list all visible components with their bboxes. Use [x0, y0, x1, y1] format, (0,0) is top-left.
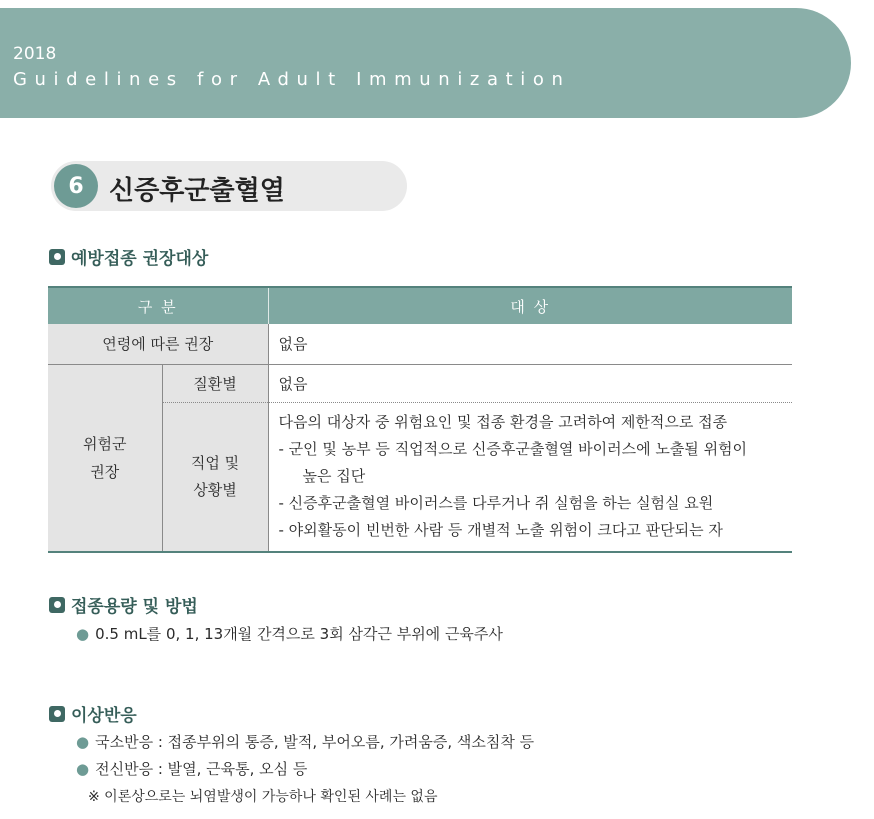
- section-title-text: 신증후군출혈열: [109, 176, 285, 206]
- risk-group-label-line2: 권장: [90, 462, 120, 481]
- dosage-heading-text: 접종용량 및 방법: [71, 597, 198, 617]
- job-detail-line: - 신증후군출혈열 바이러스를 다루거나 쥐 실험을 하는 실험실 요원: [278, 494, 714, 513]
- job-detail-line: 다음의 대상자 중 위험요인 및 접종 환경을 고려하여 제한적으로 접종: [278, 413, 728, 432]
- col-header-target: 대 상: [268, 287, 792, 324]
- job-label-line1: 직업 및: [190, 453, 240, 472]
- adverse-item-text: 전신반응 : 발열, 근육통, 오심 등: [95, 760, 308, 778]
- risk-group-label-line1: 위험군: [83, 434, 127, 453]
- table-row: [48, 364, 792, 402]
- adverse-item-text: 국소반응 : 접종부위의 통증, 발적, 부어오름, 가려움증, 색소침착 등: [95, 733, 535, 751]
- recommendation-table: [48, 286, 792, 553]
- job-label: [162, 402, 268, 552]
- adverse-heading-text: 이상반응: [71, 706, 137, 726]
- disease-label: 질환별: [162, 364, 268, 402]
- table-row: [48, 324, 792, 364]
- table-header-row: [48, 287, 792, 324]
- disease-value: 없음: [268, 364, 792, 402]
- job-detail-line: 높은 집단: [302, 467, 366, 486]
- header-year: 2018: [13, 44, 57, 64]
- job-detail-line: - 군인 및 농부 등 직업적으로 신증후군출혈열 바이러스에 노출될 위험이: [278, 440, 748, 459]
- bullet-dot-icon: ●: [76, 625, 90, 643]
- job-detail: [268, 402, 792, 552]
- section-bullet-icon: [49, 249, 65, 265]
- header-subtitle: Guidelines for Adult Immunization: [13, 69, 571, 90]
- job-label-line2: 상황별: [193, 480, 237, 499]
- dosage-item-text: 0.5 mL를 0, 1, 13개월 간격으로 3회 삼각근 부위에 근육주사: [95, 625, 503, 643]
- section-number: 6: [54, 164, 98, 208]
- header-banner: [0, 8, 851, 118]
- bullet-dot-icon: ●: [76, 760, 90, 778]
- adverse-item: [76, 731, 534, 752]
- section-bullet-icon: [49, 706, 65, 722]
- row-age-label: 연령에 따른 권장: [48, 324, 268, 364]
- adverse-item: [76, 758, 307, 779]
- risk-group-label: [48, 364, 162, 552]
- col-header-category: 구 분: [48, 287, 268, 324]
- target-heading-text: 예방접종 권장대상: [71, 249, 209, 269]
- section-title: [51, 161, 407, 211]
- adverse-note: ※ 이론상으로는 뇌염발생이 가능하나 확인된 사례는 없음: [88, 789, 438, 805]
- dosage-heading: [49, 592, 198, 617]
- dosage-item: [76, 623, 503, 644]
- section-bullet-icon: [49, 597, 65, 613]
- adverse-heading: [49, 701, 137, 726]
- target-heading: [49, 244, 208, 269]
- bullet-dot-icon: ●: [76, 733, 90, 751]
- row-age-value: 없음: [268, 324, 792, 364]
- job-detail-line: - 야외활동이 빈번한 사람 등 개별적 노출 위험이 크다고 판단되는 자: [278, 521, 723, 540]
